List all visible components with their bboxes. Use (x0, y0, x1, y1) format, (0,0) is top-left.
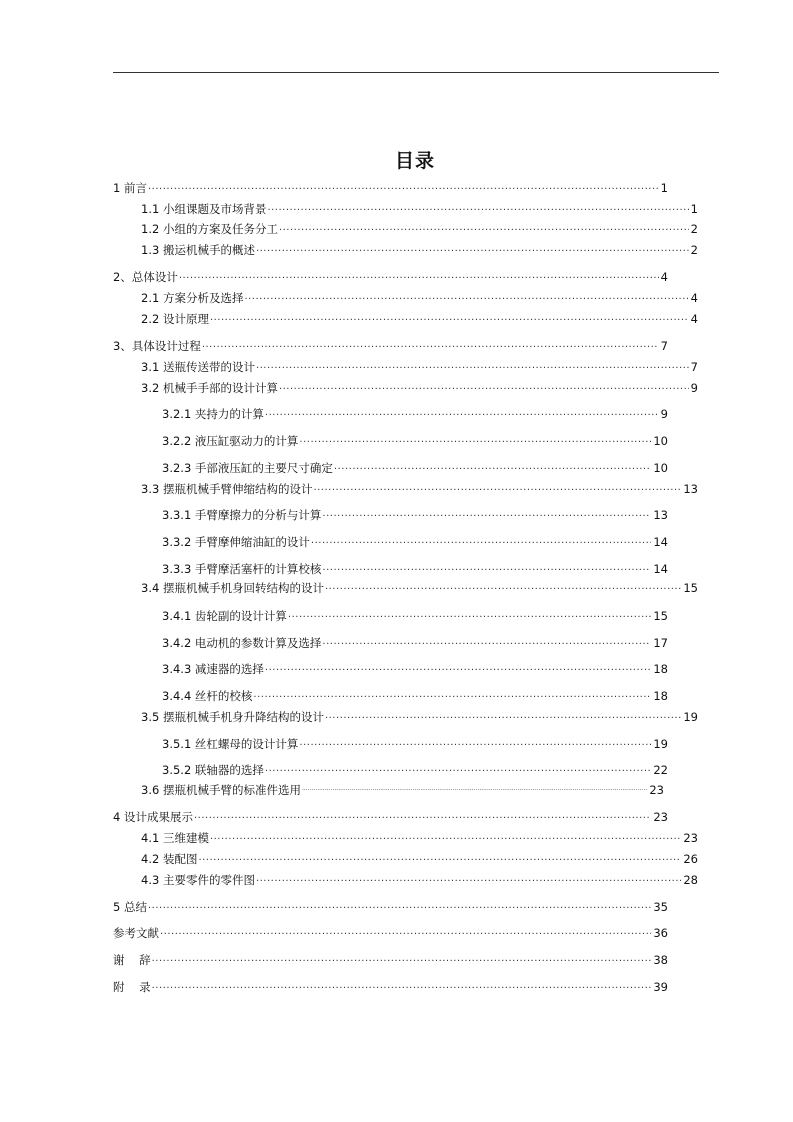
toc-entry[interactable] (162, 433, 668, 449)
toc-leader-dots (179, 269, 659, 283)
toc-page-number: 18 (653, 689, 668, 703)
toc-entry-label: 3.4 摆瓶机械手机身回转结构的设计 (141, 581, 324, 595)
toc-page-number: 23 (649, 783, 664, 797)
toc-leader-dots (322, 635, 651, 649)
toc-entry-label: 4.3 主要零件的零件图 (141, 873, 255, 887)
toc-page-number: 38 (653, 953, 668, 967)
toc-page-number: 7 (690, 360, 698, 374)
toc-page-number: 4 (690, 291, 698, 305)
toc-entry[interactable] (113, 338, 668, 354)
toc-entry-label: 3.4.1 齿轮副的设计计算 (162, 609, 287, 623)
toc-page-number: 4 (690, 312, 698, 326)
toc-entry-label: 附 录 (113, 980, 151, 994)
toc-entry-label: 1.1 小组课题及市场背景 (141, 202, 267, 216)
toc-entry-label: 参考文献 (113, 926, 159, 940)
toc-leader-dots (160, 925, 651, 939)
toc-page-number: 4 (660, 270, 668, 284)
toc-page-number: 36 (653, 926, 668, 940)
toc-entry[interactable] (141, 380, 698, 396)
toc-leader-dots (148, 899, 651, 913)
page-title: 目录 (394, 150, 435, 172)
toc-page-number: 13 (653, 508, 668, 522)
toc-entry-label: 2.1 方案分析及选择 (141, 291, 244, 305)
toc-entry-label: 3.3.2 手臂摩伸缩油缸的设计 (162, 535, 310, 549)
toc-page-number: 19 (683, 710, 698, 724)
toc-entry[interactable] (141, 311, 698, 327)
toc-leader-dots (299, 736, 651, 750)
toc-entry[interactable] (113, 979, 668, 995)
toc-entry-label: 3.4.2 电动机的参数计算及选择 (162, 636, 322, 650)
toc-entry[interactable] (113, 180, 668, 196)
toc-entry-label: 3、具体设计过程 (113, 339, 201, 353)
toc-page-number: 2 (690, 243, 698, 257)
toc-page-number: 28 (683, 873, 698, 887)
toc-entry[interactable] (162, 460, 668, 476)
toc-entry-label: 3.5.2 联轴器的选择 (162, 763, 264, 777)
toc-page-number: 14 (653, 562, 668, 576)
toc-entry-label: 4.1 三维建模 (141, 831, 209, 845)
toc-leader-dots (210, 830, 681, 844)
toc-entry[interactable] (113, 809, 668, 825)
toc-leader-dots (198, 851, 681, 865)
toc-entry-label: 4.2 装配图 (141, 852, 198, 866)
toc-leader-dots (202, 338, 659, 352)
toc-leader-dots (210, 311, 689, 325)
toc-entry[interactable] (162, 635, 668, 651)
toc-leader-dots (334, 460, 651, 474)
toc-entry-label: 3.5 摆瓶机械手机身升降结构的设计 (141, 710, 324, 724)
toc-leader-dots (253, 688, 651, 702)
toc-entry[interactable] (141, 290, 698, 306)
toc-page-number: 17 (653, 636, 668, 650)
toc-page-number: 1 (690, 202, 698, 216)
toc-leader-dots (152, 952, 652, 966)
toc-page-number: 10 (653, 434, 668, 448)
toc-entry-label: 4 设计成果展示 (113, 810, 193, 824)
toc-entry-label: 2.2 设计原理 (141, 312, 209, 326)
toc-entry-label: 1.3 搬运机械手的概述 (141, 243, 255, 257)
toc-entry[interactable] (141, 580, 698, 596)
toc-entry[interactable] (141, 481, 698, 497)
toc-page-number: 23 (683, 831, 698, 845)
toc-entry-label: 3.3 摆瓶机械手臂伸缩结构的设计 (141, 482, 313, 496)
toc-entry[interactable] (162, 561, 668, 577)
toc-entry[interactable] (162, 661, 668, 677)
toc-page-number: 15 (653, 609, 668, 623)
toc-entry-label: 5 总结 (113, 900, 147, 914)
toc-entry[interactable] (162, 736, 668, 752)
toc-leader-dots (299, 433, 651, 447)
toc-page-number: 35 (653, 900, 668, 914)
toc-entry[interactable] (162, 762, 668, 778)
toc-leader-dots (311, 534, 651, 548)
toc-page-number: 2 (690, 222, 698, 236)
toc-leader-dots (325, 709, 681, 723)
toc-entry[interactable] (141, 851, 698, 867)
toc-page-number: 10 (653, 461, 668, 475)
toc-entry-label: 3.2.1 夹持力的计算 (162, 407, 264, 421)
toc-entry[interactable] (141, 830, 698, 846)
toc-leader-dots (148, 180, 659, 194)
toc-entry[interactable] (141, 782, 664, 798)
toc-entry[interactable] (162, 688, 668, 704)
toc-page-number: 7 (660, 339, 668, 353)
toc-leader-dots (279, 380, 689, 394)
toc-entry-label: 3.2.2 液压缸驱动力的计算 (162, 434, 299, 448)
toc-entry[interactable] (141, 359, 698, 375)
toc-entry[interactable] (113, 899, 668, 915)
toc-entry-label: 2、总体设计 (113, 270, 178, 284)
toc-leader-dots (152, 979, 652, 993)
toc-page-number: 26 (683, 852, 698, 866)
toc-page-number: 39 (653, 980, 668, 994)
toc-entry[interactable] (162, 608, 668, 624)
toc-entry[interactable] (141, 872, 698, 888)
toc-leader-dots (302, 782, 647, 796)
toc-leader-dots (256, 359, 689, 373)
toc-leader-dots (265, 762, 651, 776)
toc-leader-dots (288, 608, 651, 622)
toc-entry-label: 1 前言 (113, 181, 147, 195)
toc-entry-label: 3.4.3 减速器的选择 (162, 662, 264, 676)
toc-entry-label: 3.1 送瓶传送带的设计 (141, 360, 255, 374)
toc-entry[interactable] (113, 269, 668, 285)
toc-leader-dots (325, 580, 681, 594)
toc-entry[interactable] (141, 201, 698, 217)
toc-leader-dots (279, 221, 689, 235)
toc-leader-dots (244, 290, 688, 304)
toc-leader-dots (256, 242, 689, 256)
toc-entry-label: 3.6 摆瓶机械手臂的标准件选用 (141, 783, 301, 797)
toc-entry[interactable] (141, 221, 698, 237)
toc-entry-label: 3.3.3 手臂摩活塞杆的计算校核 (162, 562, 322, 576)
toc-entry[interactable] (162, 534, 668, 550)
toc-entry-label: 3.5.1 丝杠螺母的设计计算 (162, 737, 299, 751)
toc-leader-dots (313, 481, 681, 495)
toc-page-number: 22 (653, 763, 668, 777)
toc-page-number: 23 (653, 810, 668, 824)
toc-leader-dots (267, 201, 688, 215)
toc-leader-dots (265, 406, 659, 420)
toc-page-number: 15 (683, 581, 698, 595)
toc-page-number: 13 (683, 482, 698, 496)
toc-entry[interactable] (141, 709, 698, 725)
toc-leader-dots (256, 872, 681, 886)
toc-entry-label: 3.4.4 丝杆的校核 (162, 689, 253, 703)
toc-entry[interactable] (162, 406, 668, 422)
toc-leader-dots (322, 507, 651, 521)
toc-leader-dots (265, 661, 651, 675)
toc-entry-label: 1.2 小组的方案及任务分工 (141, 222, 278, 236)
toc-page-number: 9 (660, 407, 668, 421)
toc-entry[interactable] (141, 242, 698, 258)
toc-page-number: 14 (653, 535, 668, 549)
toc-entry-label: 3.3.1 手臂摩擦力的分析与计算 (162, 508, 322, 522)
toc-leader-dots (194, 809, 651, 823)
toc-entry-label: 3.2.3 手部液压缸的主要尺寸确定 (162, 461, 333, 475)
toc-entry-label: 3.2 机械手手部的设计计算 (141, 381, 278, 395)
toc-page-number: 19 (653, 737, 668, 751)
toc-entry[interactable] (113, 952, 668, 968)
toc-page-number: 9 (690, 381, 698, 395)
toc-page-number: 18 (653, 662, 668, 676)
toc-entry[interactable] (113, 925, 668, 941)
toc-page-number: 1 (660, 181, 668, 195)
toc-entry-label: 谢 辞 (113, 953, 151, 967)
toc-leader-dots (322, 561, 651, 575)
toc-entry[interactable] (162, 507, 668, 523)
